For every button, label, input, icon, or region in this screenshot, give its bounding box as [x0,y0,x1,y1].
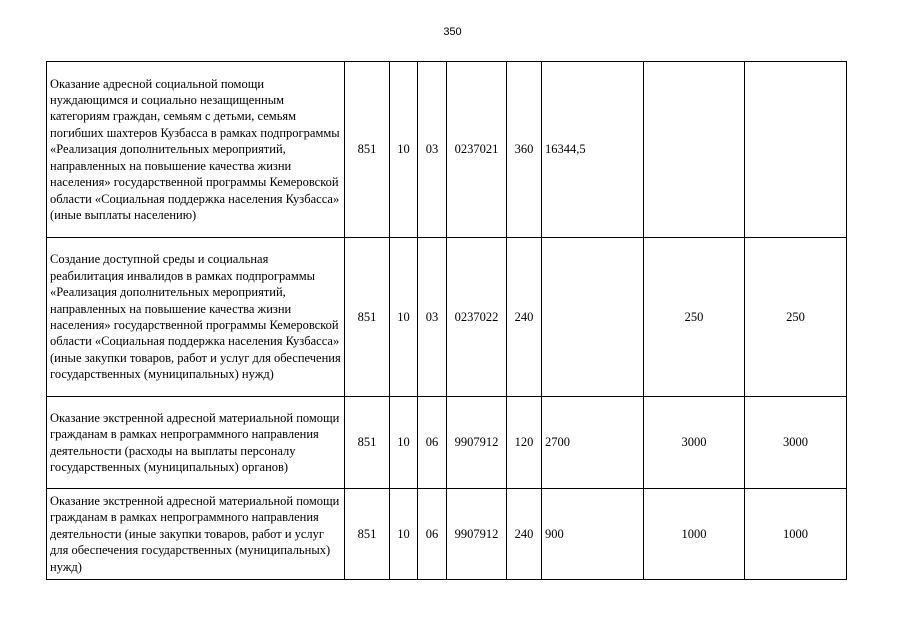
amount-3: 3000 [745,397,847,489]
ministry-code: 851 [345,62,390,238]
amount-3 [745,62,847,238]
section-code: 10 [390,238,418,397]
subsection-code: 03 [418,238,447,397]
expense-type-code: 240 [507,489,542,580]
amount-2 [644,62,745,238]
target-article-code: 9907912 [447,489,507,580]
amount-3: 250 [745,238,847,397]
ministry-code: 851 [345,397,390,489]
amount-2: 1000 [644,489,745,580]
section-code: 10 [390,62,418,238]
amount-2: 3000 [644,397,745,489]
amount-3: 1000 [745,489,847,580]
amount-1 [542,238,644,397]
row-description: Создание доступной среды и социальная реабилитация инвалидов в рамках подпрограммы «Реализация дополнительных мероприятий, направленных на повышение качества жизни населения» государственной программы Кемеровской области «Социальная поддержка населения Кузбасса» (иные закупки товаров, работ и услуг для обеспечения государственных (муниципальных) нужд) [47,238,345,397]
row-description: Оказание адресной социальной помощи нуждающимся и социально незащищенным категориям граждан, семьям с детьми, семьям погибших шахтеров Кузбасса в рамках подпрограммы «Реализация дополнительных мероприятий, направленных на повышение качества жизни населения» государственной программы Кемеровской области «Социальная поддержка населения Кузбасса» (иные выплаты населению) [47,62,345,238]
subsection-code: 06 [418,489,447,580]
row-description: Оказание экстренной адресной материальной помощи гражданам в рамках непрограммного направления деятельности (иные закупки товаров, работ и услуг для обеспечения государственных (муниципальных) нужд) [47,489,345,580]
row-description: Оказание экстренной адресной материальной помощи гражданам в рамках непрограммного направления деятельности (расходы на выплаты персоналу государственных (муниципальных) органов) [47,397,345,489]
expense-type-code: 240 [507,238,542,397]
expense-type-code: 120 [507,397,542,489]
amount-1: 900 [542,489,644,580]
ministry-code: 851 [345,489,390,580]
subsection-code: 06 [418,397,447,489]
section-code: 10 [390,489,418,580]
ministry-code: 851 [345,238,390,397]
amount-2: 250 [644,238,745,397]
section-code: 10 [390,397,418,489]
table-row [47,238,847,397]
page-number: 350 [443,26,462,38]
subsection-code: 03 [418,62,447,238]
amount-1: 16344,5 [542,62,644,238]
table-row [47,489,847,580]
target-article-code: 9907912 [447,397,507,489]
table-row [47,397,847,489]
target-article-code: 0237021 [447,62,507,238]
expense-type-code: 360 [507,62,542,238]
amount-1: 2700 [542,397,644,489]
budget-table [46,61,847,580]
table-row [47,62,847,238]
target-article-code: 0237022 [447,238,507,397]
